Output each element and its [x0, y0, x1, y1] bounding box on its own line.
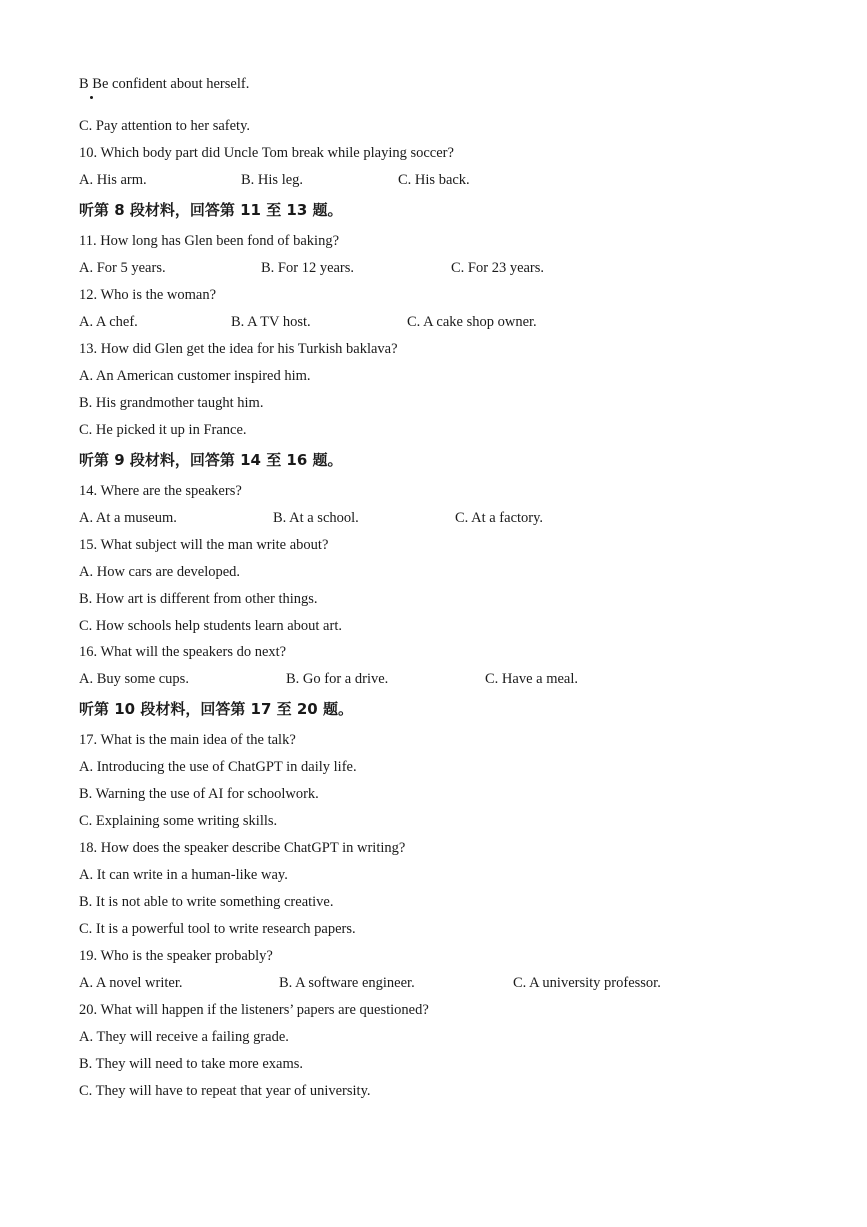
q14-option-b: B. At a school.	[273, 510, 359, 526]
q16-option-a: A. Buy some cups.	[79, 671, 189, 687]
q20-option-a: A. They will receive a failing grade.	[79, 1029, 289, 1045]
q11-option-a: A. For 5 years.	[79, 260, 166, 276]
section-10-heading: 听第 10 段材料，回答第 17 至 20 题。	[79, 700, 353, 718]
q18-stem: 18. How does the speaker describe ChatGPT in writing?	[79, 840, 406, 856]
q19-option-a: A. A novel writer.	[79, 975, 183, 991]
q13-option-b: B. His grandmother taught him.	[79, 395, 264, 411]
q19-option-c: C. A university professor.	[513, 975, 661, 991]
bullet-dot	[90, 96, 93, 99]
q17-option-a: A. Introducing the use of ChatGPT in daily life.	[79, 759, 357, 775]
q14-option-a: A. At a museum.	[79, 510, 177, 526]
q20-option-b: B. They will need to take more exams.	[79, 1056, 304, 1072]
q17-option-b: B. Warning the use of AI for schoolwork.	[79, 786, 319, 802]
q13-option-a: A. An American customer inspired him.	[79, 368, 311, 384]
q16-option-c: C. Have a meal.	[485, 671, 579, 687]
q10-stem: 10. Which body part did Uncle Tom break while playing soccer?	[79, 145, 454, 161]
q15-option-a: A. How cars are developed.	[79, 564, 241, 580]
q15-option-c: C. How schools help students learn about art.	[79, 618, 342, 634]
q18-option-a: A. It can write in a human-like way.	[79, 867, 288, 883]
q11-option-c: C. For 23 years.	[451, 260, 545, 276]
q17-stem: 17. What is the main idea of the talk?	[79, 732, 296, 748]
q19-stem: 19. Who is the speaker probably?	[79, 948, 273, 964]
q13-stem: 13. How did Glen get the idea for his Turkish baklava?	[79, 341, 398, 357]
q12-option-b: B. A TV host.	[231, 314, 311, 330]
q10-option-a: A. His arm.	[79, 172, 147, 188]
q15-option-b: B. How art is different from other things.	[79, 591, 318, 607]
q10-option-b: B. His leg.	[241, 172, 304, 188]
q20-stem: 20. What will happen if the listeners’ papers are questioned?	[79, 1002, 429, 1018]
q19-option-b: B. A software engineer.	[279, 975, 415, 991]
q14-stem: 14. Where are the speakers?	[79, 483, 242, 499]
q9-option-c: C. Pay attention to her safety.	[79, 118, 251, 134]
q20-option-c: C. They will have to repeat that year of university.	[79, 1083, 371, 1099]
q12-option-a: A. A chef.	[79, 314, 138, 330]
q11-option-b: B. For 12 years.	[261, 260, 355, 276]
q13-option-c: C. He picked it up in France.	[79, 422, 247, 438]
q12-option-c: C. A cake shop owner.	[407, 314, 537, 330]
q15-stem: 15. What subject will the man write about?	[79, 537, 329, 553]
q16-option-b: B. Go for a drive.	[286, 671, 389, 687]
q18-option-b: B. It is not able to write something creative.	[79, 894, 334, 910]
q17-option-c: C. Explaining some writing skills.	[79, 813, 278, 829]
section-9-heading: 听第 9 段材料，回答第 14 至 16 题。	[79, 451, 343, 469]
q16-stem: 16. What will the speakers do next?	[79, 644, 287, 660]
q10-option-c: C. His back.	[398, 172, 470, 188]
q11-stem: 11. How long has Glen been fond of baking?	[79, 233, 340, 249]
q9-option-b: B Be confident about herself.	[79, 76, 250, 92]
section-8-heading: 听第 8 段材料，回答第 11 至 13 题。	[79, 201, 343, 219]
q18-option-c: C. It is a powerful tool to write research papers.	[79, 921, 356, 937]
q14-option-c: C. At a factory.	[455, 510, 544, 526]
q12-stem: 12. Who is the woman?	[79, 287, 217, 303]
